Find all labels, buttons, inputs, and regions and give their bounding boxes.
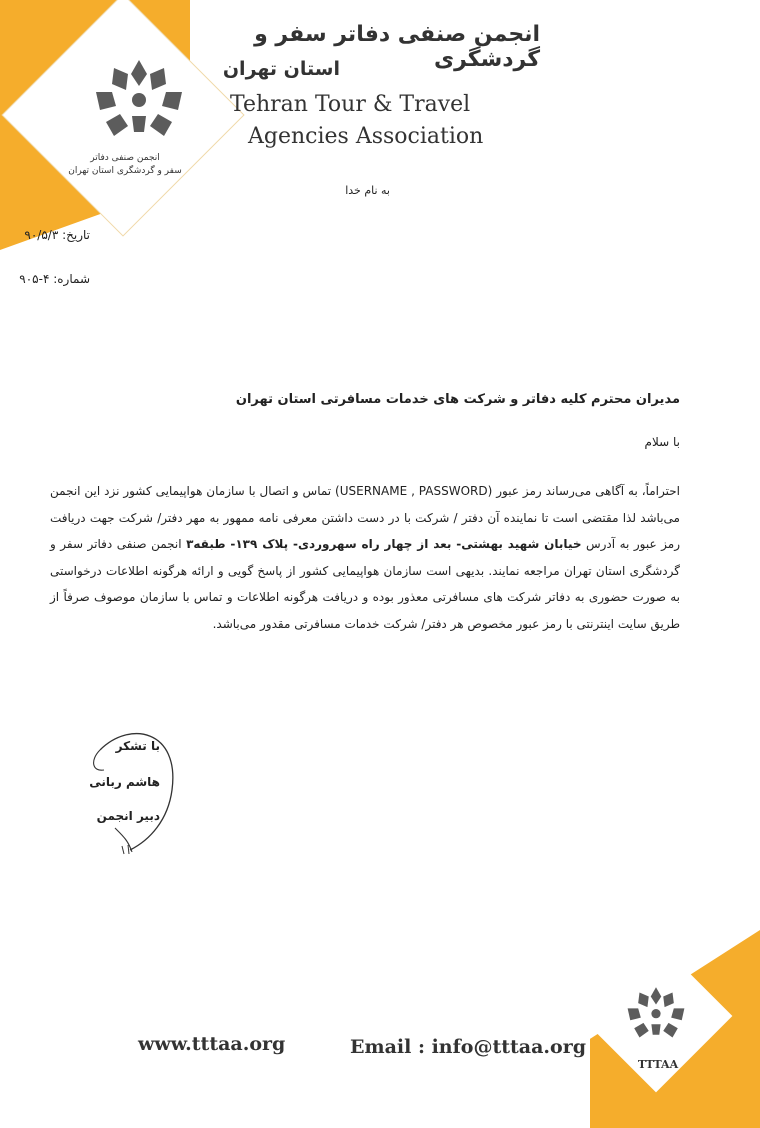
logo-caption-line2: سفر و گردشگری استان تهران [68,166,182,176]
logo-caption-line1: انجمن صنفی دفاتر [90,153,160,163]
letter-number: شماره: ۴-۹۰۵ [19,272,90,286]
letter-recipient: مدیران محترم کلیه دفاتر و شرکت های خدمات مسافرتی استان تهران [235,392,680,407]
logo-caption [60,152,190,178]
bismillah: به نام خدا [345,184,390,197]
org-name-fa: انجمن صنفی دفاتر سفر و گردشگری [254,22,540,72]
association-logo-icon [84,52,194,152]
signature-closing: با تشکر [115,739,160,753]
org-province-fa: استان تهران [222,58,340,80]
letter-body [50,478,680,637]
footer-email-link[interactable]: Email : info@tttaa.org [350,1036,586,1058]
letter-greeting: با سلام [644,435,680,449]
letter-body-part2: انجمن صنفی دفاتر سفر و گردشگری استان تهران مراجعه نمایند. بدیهی است سازمان هواپیمایی کشور از پاسخ گویی و ارائه هرگونه اطلاعات درخواستی به صورت حضوری به دفاتر شرکت های مسافرتی معذور بوده و دریافت هرگونه اطلاعات و تماس با سازمان موصوف صرفاً از طریق سایت اینترنتی با رمز عبور مخصوص هر دفتر/ شرکت خدمات مسافرتی مقدور می‌باشد. [50,537,680,631]
org-name-en-line2: Agencies Association [248,124,484,149]
signature-block [85,735,170,865]
letter-date: تاریخ: ۹۰/۵/۳ [24,228,90,242]
letter-body-address: خیابان شهید بهشتی- بعد از چهار راه سهروردی- پلاک ۱۳۹- طبقه۳ [186,537,582,551]
signatory-title: دبیر انجمن [96,809,160,823]
footer-website-link[interactable]: www.tttaa.org [138,1033,286,1055]
signatory-name: هاشم ربانی [89,775,160,789]
footer-logo-text: TTTAA [637,1058,679,1071]
org-name-en-line1: Tehran Tour & Travel [230,92,471,117]
footer-logo-icon [618,982,694,1048]
letter-body-part1: احتراماً، به آگاهی می‌رساند رمز عبور (USERNAME , PASSWORD) تماس و اتصال با سازمان هواپیمایی کشور نزد این انجمن می‌باشد لذا مقتضی است تا نماینده آن دفتر / شرکت با در دست داشتن معرفی نامه ممهور به مهر دفتر/ شرکت جهت دریافت رمز عبور به آدرس [50,484,680,551]
